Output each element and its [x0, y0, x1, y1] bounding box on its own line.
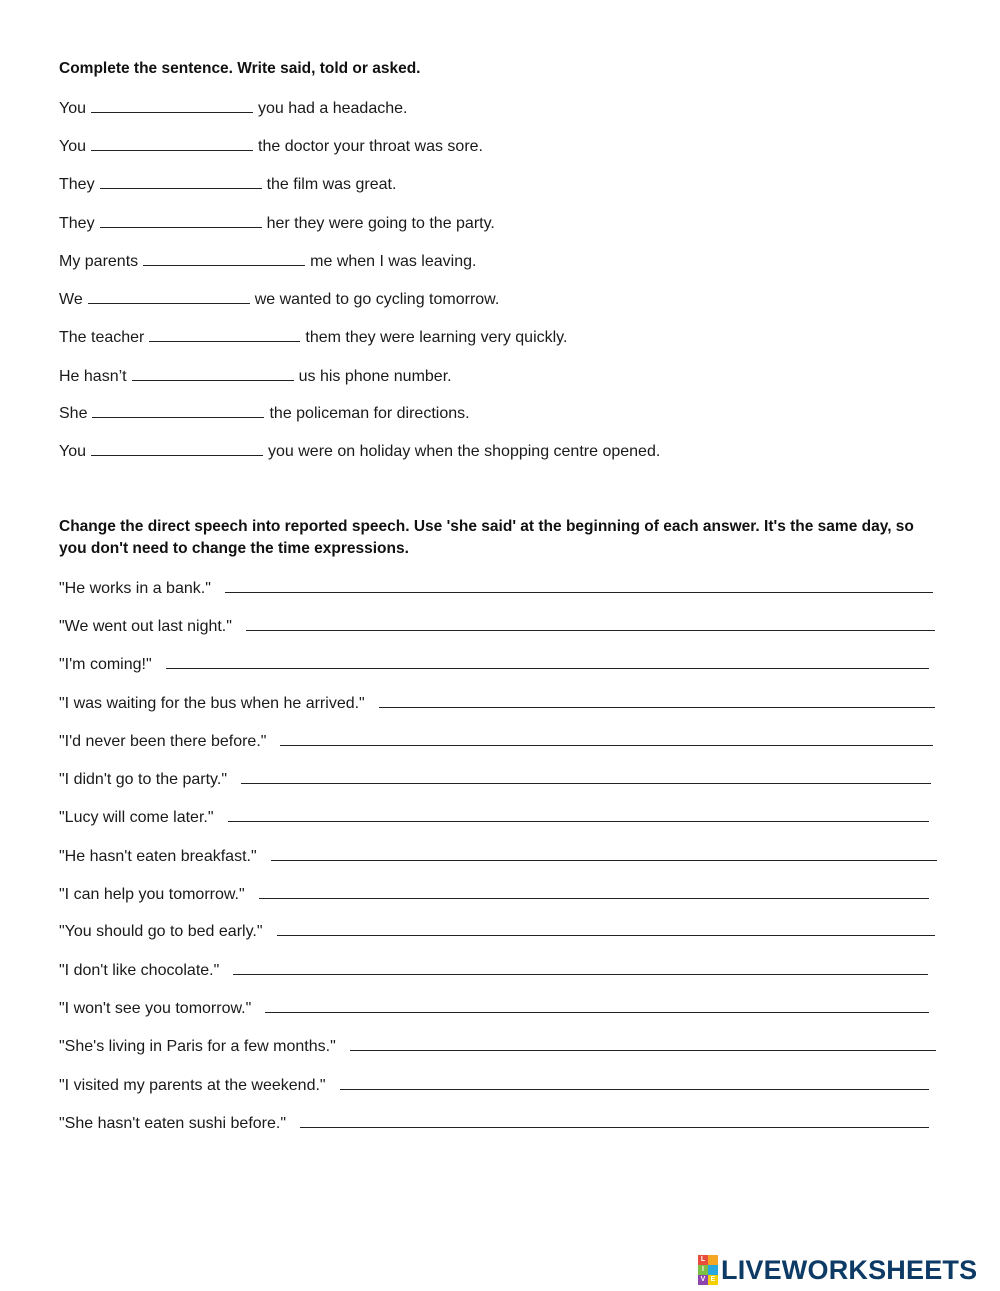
- sentence-start: We: [59, 291, 83, 308]
- direct-speech-quote: "She hasn't eaten sushi before.": [59, 1115, 287, 1132]
- reported-speech-item: [59, 1036, 936, 1057]
- sentence-start: She: [59, 405, 88, 422]
- sentence-start: They: [59, 215, 95, 232]
- fill-in-sentence: [59, 136, 483, 157]
- direct-speech-quote: "I didn't go to the party.": [59, 771, 227, 788]
- answer-line[interactable]: [379, 693, 935, 708]
- answer-blank[interactable]: [91, 136, 253, 151]
- answer-blank[interactable]: [88, 289, 250, 304]
- answer-blank[interactable]: [100, 174, 262, 189]
- answer-blank[interactable]: [132, 366, 294, 381]
- sentence-start: You: [59, 100, 86, 117]
- fill-in-sentence: [59, 98, 407, 119]
- logo-mark-cell: L: [698, 1255, 708, 1265]
- direct-speech-quote: "We went out last night.": [59, 618, 232, 635]
- fill-in-sentence: [59, 289, 499, 310]
- reported-speech-item: [59, 731, 933, 752]
- direct-speech-quote: "I'd never been there before.": [59, 733, 267, 750]
- sentence-end: you were on holiday when the shopping centre opened.: [268, 443, 661, 460]
- answer-blank[interactable]: [91, 441, 263, 456]
- section2-heading: Change the direct speech into reported speech. Use 'she said' at the beginning of each answer. It's the same day, so you don't need to change the time expressions.: [59, 518, 914, 557]
- fill-in-sentence: [59, 251, 476, 272]
- reported-speech-item: [59, 693, 935, 714]
- sentence-end: you had a headache.: [258, 100, 408, 117]
- liveworksheets-logo: [698, 1255, 977, 1285]
- direct-speech-quote: "I don't like chocolate.": [59, 962, 220, 979]
- direct-speech-quote: "You should go to bed early.": [59, 923, 263, 940]
- answer-line[interactable]: [350, 1036, 936, 1051]
- sentence-end: them they were learning very quickly.: [305, 329, 568, 346]
- direct-speech-quote: "I was waiting for the bus when he arrived.": [59, 695, 365, 712]
- section1-heading: Complete the sentence. Write said, told or asked.: [59, 60, 421, 77]
- direct-speech-quote: "Lucy will come later.": [59, 809, 214, 826]
- logo-mark-cell: E: [708, 1275, 718, 1285]
- logo-mark-cell: [708, 1255, 718, 1265]
- logo-mark-cell: V: [698, 1275, 708, 1285]
- sentence-start: You: [59, 138, 86, 155]
- sentence-end: the film was great.: [266, 176, 397, 193]
- reported-speech-item: [59, 1075, 929, 1096]
- answer-line[interactable]: [166, 654, 929, 669]
- answer-blank[interactable]: [149, 327, 300, 342]
- answer-line[interactable]: [280, 731, 933, 746]
- reported-speech-item: [59, 998, 929, 1019]
- logo-text: LIVEWORKSHEETS: [721, 1254, 978, 1285]
- logo-mark-cell: [708, 1265, 718, 1275]
- sentence-start: He hasn’t: [59, 368, 127, 385]
- reported-speech-item: [59, 578, 933, 599]
- direct-speech-quote: "He hasn't eaten breakfast.": [59, 848, 257, 865]
- fill-in-sentence: [59, 366, 452, 387]
- direct-speech-quote: "I'm coming!": [59, 656, 152, 673]
- reported-speech-item: [59, 769, 931, 790]
- answer-blank[interactable]: [91, 98, 253, 113]
- answer-line[interactable]: [228, 807, 929, 822]
- answer-line[interactable]: [225, 578, 933, 593]
- fill-in-sentence: [59, 403, 470, 424]
- fill-in-sentence: [59, 441, 660, 462]
- logo-mark-cell: I: [698, 1265, 708, 1275]
- reported-speech-item: [59, 616, 935, 637]
- answer-blank[interactable]: [100, 213, 262, 228]
- answer-line[interactable]: [246, 616, 935, 631]
- sentence-end: us his phone number.: [298, 368, 452, 385]
- sentence-start: They: [59, 176, 95, 193]
- reported-speech-item: [59, 846, 937, 867]
- fill-in-sentence: [59, 213, 495, 234]
- answer-line[interactable]: [233, 960, 928, 975]
- sentence-end: the policeman for directions.: [269, 405, 470, 422]
- direct-speech-quote: "She's living in Paris for a few months.": [59, 1038, 336, 1055]
- reported-speech-item: [59, 884, 929, 905]
- fill-in-sentence: [59, 327, 567, 348]
- answer-blank[interactable]: [143, 251, 305, 266]
- direct-speech-quote: "He works in a bank.": [59, 580, 211, 597]
- answer-blank[interactable]: [92, 403, 264, 418]
- answer-line[interactable]: [340, 1075, 929, 1090]
- reported-speech-item: [59, 921, 935, 942]
- reported-speech-item: [59, 654, 929, 675]
- fill-in-sentence: [59, 174, 396, 195]
- answer-line[interactable]: [241, 769, 931, 784]
- reported-speech-item: [59, 1113, 929, 1134]
- sentence-start: The teacher: [59, 329, 145, 346]
- direct-speech-quote: "I visited my parents at the weekend.": [59, 1077, 326, 1094]
- sentence-start: You: [59, 443, 86, 460]
- answer-line[interactable]: [300, 1113, 929, 1128]
- answer-line[interactable]: [265, 998, 929, 1013]
- logo-mark-icon: [698, 1255, 718, 1285]
- sentence-end: her they were going to the party.: [266, 215, 495, 232]
- reported-speech-item: [59, 960, 928, 981]
- sentence-end: we wanted to go cycling tomorrow.: [254, 291, 500, 308]
- sentence-start: My parents: [59, 253, 139, 270]
- direct-speech-quote: "I won't see you tomorrow.": [59, 1000, 252, 1017]
- sentence-end: me when I was leaving.: [310, 253, 477, 270]
- reported-speech-item: [59, 807, 929, 828]
- answer-line[interactable]: [277, 921, 935, 936]
- answer-line[interactable]: [259, 884, 929, 899]
- direct-speech-quote: "I can help you tomorrow.": [59, 886, 245, 903]
- sentence-end: the doctor your throat was sore.: [258, 138, 483, 155]
- answer-line[interactable]: [271, 846, 937, 861]
